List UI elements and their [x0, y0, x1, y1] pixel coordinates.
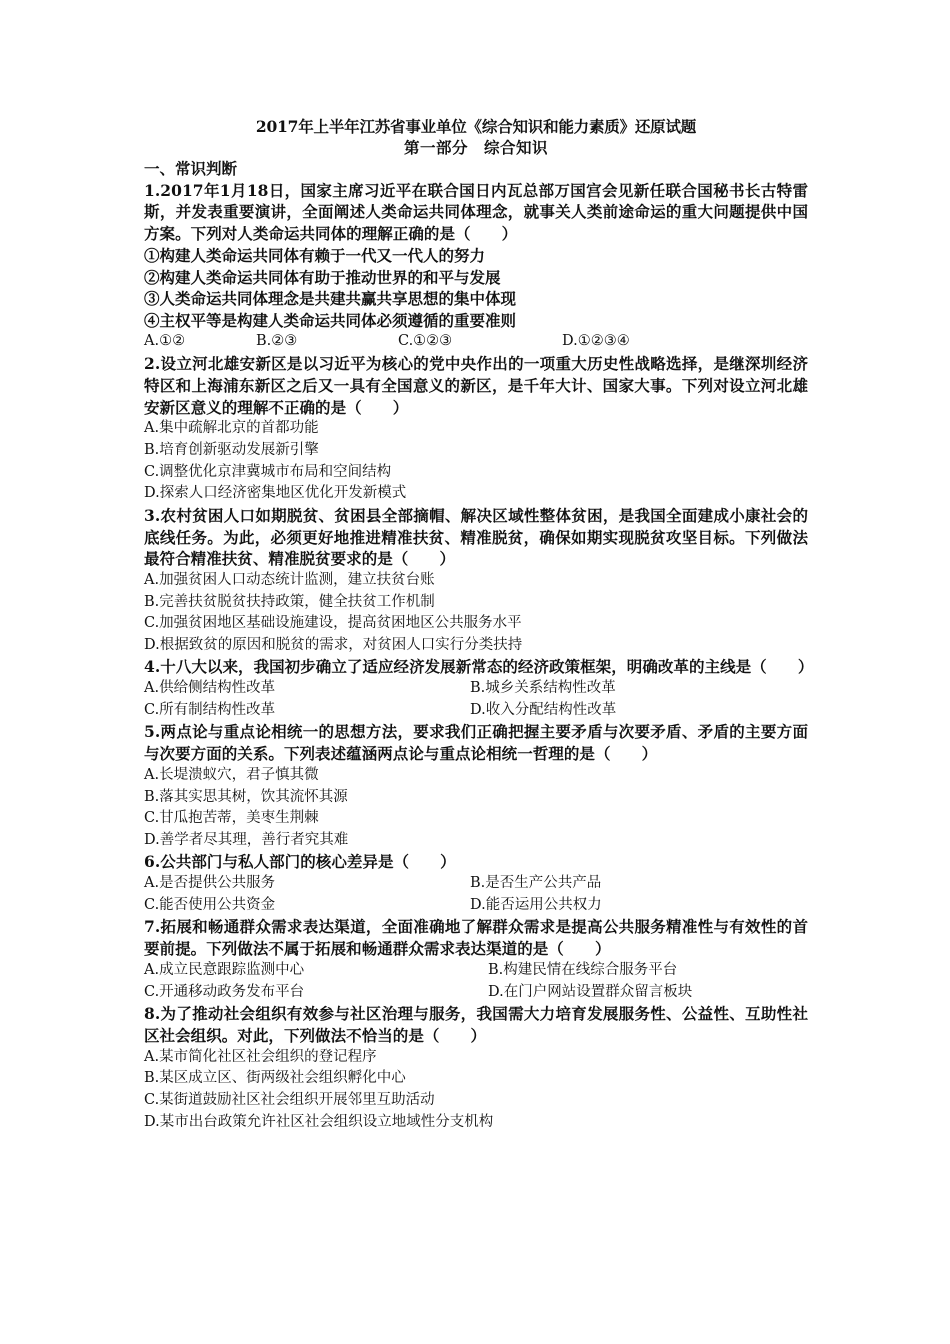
question-stem: 7.拓展和畅通群众需求表达渠道，全面准确地了解群众需求是提高公共服务精准性与有效性的首要前提。下列做法不属于拓展和畅通群众需求表达渠道的是（ ） [144, 917, 808, 959]
question-4 [144, 656, 814, 721]
document-title: 2017年上半年江苏省事业单位《综合知识和能力素质》还原试题 [255, 117, 697, 136]
section-title: 一、常识判断 [144, 159, 238, 178]
question-6 [144, 851, 808, 916]
option-c: C.所有制结构性改革 [144, 701, 276, 718]
option-b: B.②③ [256, 333, 298, 350]
option-b: B.是否生产公共产品 [470, 875, 602, 892]
option-c: C.某街道鼓励社区社会组织开展邻里互助活动 [144, 1091, 435, 1108]
option-a: A.加强贫困人口动态统计监测，建立扶贫台账 [144, 572, 435, 589]
question-2 [144, 353, 808, 505]
option-d: D.在门户网站设置群众留言板块 [488, 983, 693, 1000]
option-d: D.某市出台政策允许社区社会组织设立地域性分支机构 [144, 1113, 494, 1130]
option-a: A.长堤溃蚁穴，君子慎其微 [144, 767, 319, 784]
statement-item: ①构建人类命运共同体有赖于一代又一代人的努力 [144, 245, 486, 265]
question-3 [144, 505, 808, 657]
option-d: D.根据致贫的原因和脱贫的需求，对贫困人口实行分类扶持 [144, 636, 523, 653]
page-content [144, 116, 814, 1133]
option-c: C.加强贫困地区基础设施建设，提高贫困地区公共服务水平 [144, 615, 522, 632]
question-stem: 8.为了推动社会组织有效参与社区治理与服务，我国需大力培育发展服务性、公益性、互助性社区社会组织。对此，下列做法不恰当的是（ ） [144, 1004, 808, 1045]
question-stem: 1.2017年1月18日，国家主席习近平在联合国日内瓦总部万国宫会见新任联合国秘书长古特雷斯，并发表重要演讲，全面阐述人类命运共同体理念，就事关人类前途命运的重大问题提供中国方案。下列对人类命运共同体的理解正确的是（ ） [144, 180, 808, 244]
options-row [144, 331, 808, 353]
part-title: 第一部分 综合知识 [403, 138, 548, 157]
options-row [144, 678, 808, 700]
option-d: D.收入分配结构性改革 [470, 701, 617, 718]
question-stem: 3.农村贫困人口如期脱贫、贫困县全部摘帽、解决区域性整体贫困，是我国全面建成小康社会的底线任务。为此，必须更好地推进精准扶贫、精准脱贫，确保如期实现脱贫攻坚目标。下列做法最符合精准扶贫、精准脱贫要求的是（ ） [144, 505, 808, 569]
option-b: B.城乡关系结构性改革 [470, 680, 616, 697]
question-stem: 4.十八大以来，我国初步确立了适应经济发展新常态的经济政策框架，明确改革的主线是（ ） [144, 657, 814, 677]
option-d: D.探索人口经济密集地区优化开发新模式 [144, 485, 407, 502]
option-b: B.完善扶贫脱贫扶持政策，健全扶贫工作机制 [144, 593, 435, 610]
options-row [144, 982, 808, 1004]
option-a: A.是否提供公共服务 [144, 875, 276, 892]
options-row [144, 960, 808, 982]
question-1 [144, 180, 808, 353]
option-c: C.甘瓜抱苦蒂，美枣生荆棘 [144, 810, 319, 827]
option-d: D.善学者尽其理，善行者究其难 [144, 831, 349, 848]
option-a: A.①② [144, 333, 186, 350]
option-c: C.能否使用公共资金 [144, 896, 276, 913]
option-c: C.调整优化京津冀城市布局和空间结构 [144, 463, 392, 480]
option-c: C.①②③ [398, 333, 453, 350]
option-b: B.培育创新驱动发展新引擎 [144, 441, 319, 458]
statement-item: ③人类命运共同体理念是共建共赢共享思想的集中体现 [144, 289, 517, 309]
option-a: A.某市简化社区社会组织的登记程序 [144, 1048, 377, 1065]
question-8 [144, 1003, 808, 1133]
option-b: B.构建民情在线综合服务平台 [488, 962, 678, 979]
statement-item: ④主权平等是构建人类命运共同体必须遵循的重要准则 [144, 310, 517, 330]
option-d: D.能否运用公共权力 [470, 896, 602, 913]
option-a: A.供给侧结构性改革 [144, 680, 276, 697]
question-7 [144, 916, 808, 1003]
option-a: A.集中疏解北京的首都功能 [144, 420, 319, 437]
statement-item: ②构建人类命运共同体有助于推动世界的和平与发展 [144, 267, 501, 287]
options-row [144, 873, 808, 895]
options-row [144, 700, 808, 722]
option-b: B.某区成立区、街两级社会组织孵化中心 [144, 1070, 406, 1087]
option-a: A.成立民意跟踪监测中心 [144, 962, 305, 979]
options-row [144, 895, 808, 917]
option-c: C.开通移动政务发布平台 [144, 983, 305, 1000]
question-stem: 6.公共部门与私人部门的核心差异是（ ） [144, 852, 456, 872]
option-b: B.落其实思其树，饮其流怀其源 [144, 788, 348, 805]
question-stem: 2.设立河北雄安新区是以习近平为核心的党中央作出的一项重大历史性战略选择，是继深圳经济特区和上海浦东新区之后又一具有全国意义的新区，是千年大计、国家大事。下列对设立河北雄安新区意义的理解不正确的是（ ） [144, 353, 808, 417]
question-stem: 5.两点论与重点论相统一的思想方法，要求我们正确把握主要矛盾与次要矛盾、矛盾的主要方面与次要方面的关系。下列表述蕴涵两点论与重点论相统一哲理的是（ ） [144, 722, 808, 764]
question-5 [144, 721, 808, 851]
option-d: D.①②③④ [562, 333, 630, 350]
